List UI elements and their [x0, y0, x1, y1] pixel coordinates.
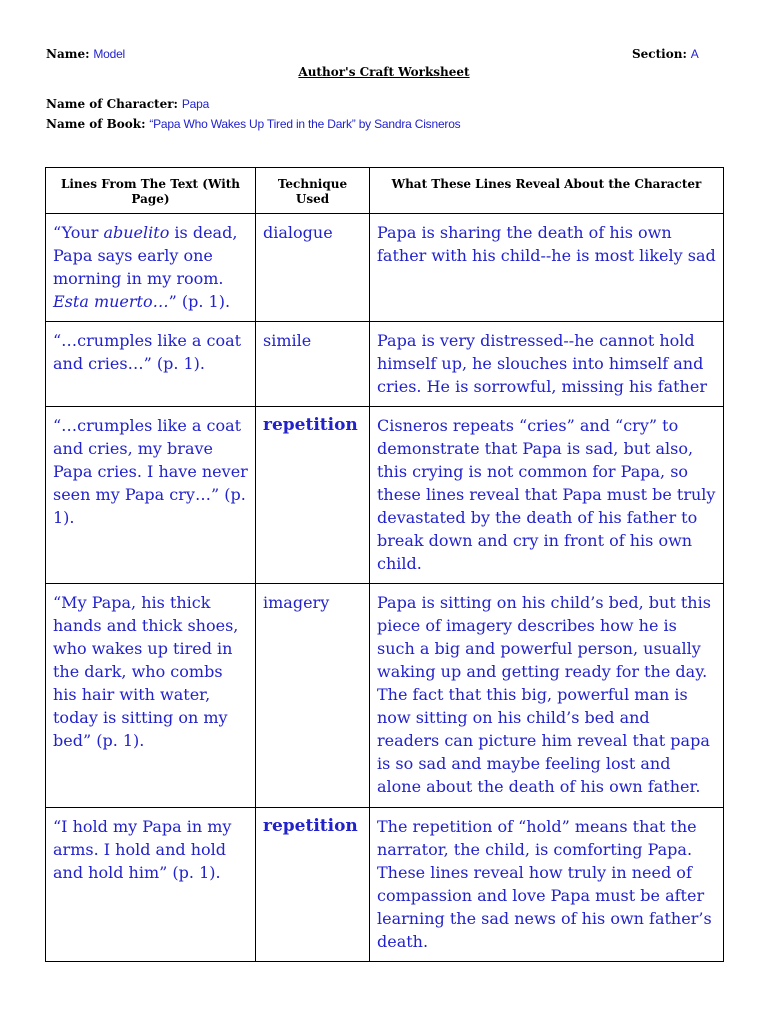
technique-cell: repetition [256, 808, 370, 962]
name-field [46, 46, 125, 62]
technique-cell: dialogue [256, 214, 370, 322]
character-value: Papa [181, 97, 210, 111]
craft-table [45, 167, 724, 962]
reveal-cell: Papa is sitting on his child’s bed, but this piece of imagery describes how he is such a big and powerful person, usually waking up and getting ready for the day. The fact that this big, powerful man is now sitting on his child’s bed and readers can picture him reveal that papa is so sad and maybe feeling lost and alone about the death of his own father. [370, 584, 724, 808]
book-value: “Papa Who Wakes Up Tired in the Dark” by Sandra Cisneros [149, 117, 461, 131]
technique-cell: repetition [256, 407, 370, 584]
quote-italic-abuelito: abuelito [103, 223, 170, 242]
name-value: Model [93, 47, 126, 61]
technique-cell: imagery [256, 584, 370, 808]
header-technique: Technique Used [256, 168, 370, 214]
section-field [632, 46, 699, 62]
reveal-cell: Cisneros repeats “cries” and “cry” to demonstrate that Papa is sad, but also, this crying is not common for Papa, so these lines reveal that Papa must be truly devastated by the death of his father to break down and cry in front of his own child. [370, 407, 724, 584]
reveal-cell: Papa is very distressed--he cannot hold himself up, he slouches into himself and cries. He is sorrowful, missing his father [370, 322, 724, 407]
quote-italic-esta-muerto: Esta muerto… [53, 292, 169, 311]
header-reveal: What These Lines Reveal About the Character [370, 168, 724, 214]
quote-text: “Your [53, 223, 104, 242]
reveal-cell: The repetition of “hold” means that the narrator, the child, is comforting Papa. These lines reveal how truly in need of compassion and love Papa must be after learning the sad news of his own father’s death. [370, 808, 724, 962]
table-header-row [46, 168, 724, 214]
book-field [46, 116, 460, 132]
table-row [46, 584, 724, 808]
quote-cell: “I hold my Papa in my arms. I hold and hold and hold him” (p. 1). [46, 808, 256, 962]
quote-cell: “My Papa, his thick hands and thick shoes, who wakes up tired in the dark, who combs his hair with water, today is sitting on my bed” (p. 1). [46, 584, 256, 808]
quote-cell: “…crumples like a coat and cries, my brave Papa cries. I have never seen my Papa cry…” (p. 1). [46, 407, 256, 584]
book-label: Name of Book: [46, 117, 146, 131]
technique-cell: simile [256, 322, 370, 407]
table-row [46, 214, 724, 322]
name-label: Name: [46, 47, 90, 61]
table-row [46, 407, 724, 584]
page-title [0, 64, 768, 80]
character-field [46, 96, 209, 112]
table-row [46, 322, 724, 407]
table-row [46, 808, 724, 962]
quote-cell [46, 214, 256, 322]
page-title-text: Author's Craft Worksheet [298, 65, 470, 79]
reveal-cell: Papa is sharing the death of his own father with his child--he is most likely sad [370, 214, 724, 322]
section-value: A [690, 47, 699, 61]
quote-text: is dead, Papa says early one morning in my room. [53, 223, 238, 288]
quote-cell: “…crumples like a coat and cries…” (p. 1). [46, 322, 256, 407]
character-label: Name of Character: [46, 97, 178, 111]
section-label: Section: [632, 47, 687, 61]
header-lines-from-text: Lines From The Text (With Page) [46, 168, 256, 214]
quote-text: ” (p. 1). [168, 292, 231, 311]
